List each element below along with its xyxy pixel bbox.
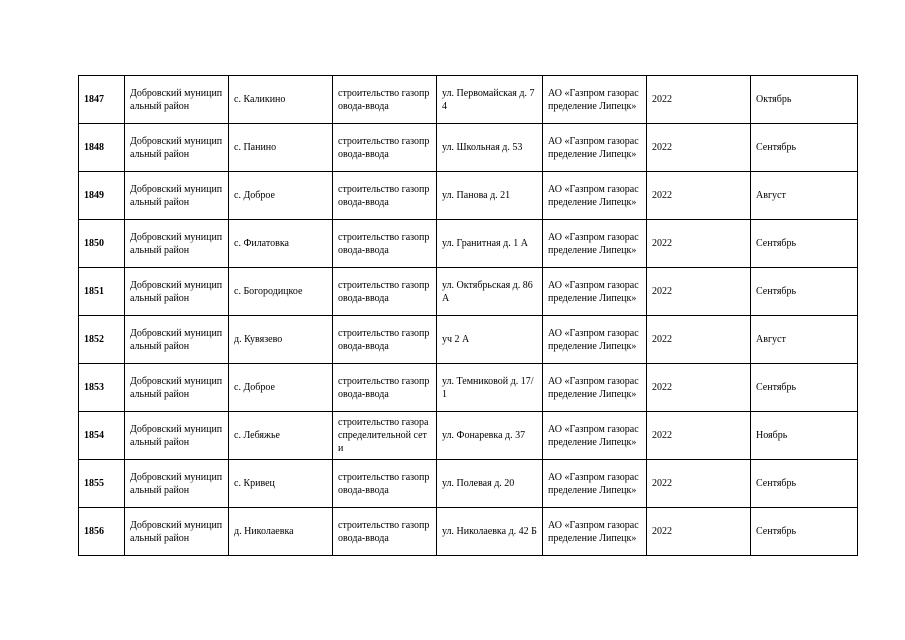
organization-cell: АО «Газпром газораспределение Липецк» <box>543 460 647 508</box>
work-type-cell: строительство газопровода-ввода <box>333 364 437 412</box>
year-cell: 2022 <box>647 268 751 316</box>
month-cell: Сентябрь <box>751 220 858 268</box>
month-cell: Август <box>751 316 858 364</box>
organization-cell: АО «Газпром газораспределение Липецк» <box>543 220 647 268</box>
work-type-cell: строительство газопровода-ввода <box>333 316 437 364</box>
table-body <box>79 76 858 556</box>
settlement-cell: с. Доброе <box>229 172 333 220</box>
settlement-cell: с. Каликино <box>229 76 333 124</box>
address-cell: ул. Темниковой д. 17/1 <box>437 364 543 412</box>
row-number-cell: 1849 <box>79 172 125 220</box>
district-cell: Добровский муниципальный район <box>125 508 229 556</box>
table-row <box>79 460 858 508</box>
table-row <box>79 268 858 316</box>
district-cell: Добровский муниципальный район <box>125 76 229 124</box>
row-number-cell: 1848 <box>79 124 125 172</box>
year-cell: 2022 <box>647 124 751 172</box>
month-cell: Сентябрь <box>751 268 858 316</box>
month-cell: Сентябрь <box>751 508 858 556</box>
district-cell: Добровский муниципальный район <box>125 268 229 316</box>
table-row <box>79 76 858 124</box>
settlement-cell: с. Доброе <box>229 364 333 412</box>
organization-cell: АО «Газпром газораспределение Липецк» <box>543 172 647 220</box>
address-cell: ул. Полевая д. 20 <box>437 460 543 508</box>
table-row <box>79 124 858 172</box>
organization-cell: АО «Газпром газораспределение Липецк» <box>543 316 647 364</box>
work-type-cell: строительство газопровода-ввода <box>333 124 437 172</box>
year-cell: 2022 <box>647 220 751 268</box>
settlement-cell: с. Лебяжье <box>229 412 333 460</box>
work-type-cell: строительство газопровода-ввода <box>333 460 437 508</box>
organization-cell: АО «Газпром газораспределение Липецк» <box>543 124 647 172</box>
year-cell: 2022 <box>647 508 751 556</box>
month-cell: Сентябрь <box>751 364 858 412</box>
settlement-cell: д. Николаевка <box>229 508 333 556</box>
district-cell: Добровский муниципальный район <box>125 460 229 508</box>
work-type-cell: строительство газопровода-ввода <box>333 172 437 220</box>
month-cell: Октябрь <box>751 76 858 124</box>
work-type-cell: строительство газопровода-ввода <box>333 508 437 556</box>
settlement-cell: с. Кривец <box>229 460 333 508</box>
year-cell: 2022 <box>647 76 751 124</box>
organization-cell: АО «Газпром газораспределение Липецк» <box>543 268 647 316</box>
row-number-cell: 1853 <box>79 364 125 412</box>
row-number-cell: 1852 <box>79 316 125 364</box>
work-type-cell: строительство газораспределительной сети <box>333 412 437 460</box>
address-cell: ул. Первомайская д. 74 <box>437 76 543 124</box>
organization-cell: АО «Газпром газораспределение Липецк» <box>543 412 647 460</box>
organization-cell: АО «Газпром газораспределение Липецк» <box>543 364 647 412</box>
row-number-cell: 1850 <box>79 220 125 268</box>
month-cell: Сентябрь <box>751 124 858 172</box>
district-cell: Добровский муниципальный район <box>125 172 229 220</box>
gasification-schedule-table <box>78 75 858 556</box>
row-number-cell: 1847 <box>79 76 125 124</box>
address-cell: ул. Гранитная д. 1 А <box>437 220 543 268</box>
row-number-cell: 1855 <box>79 460 125 508</box>
settlement-cell: с. Филатовка <box>229 220 333 268</box>
table-row <box>79 316 858 364</box>
address-cell: уч 2 А <box>437 316 543 364</box>
year-cell: 2022 <box>647 172 751 220</box>
year-cell: 2022 <box>647 364 751 412</box>
month-cell: Ноябрь <box>751 412 858 460</box>
year-cell: 2022 <box>647 460 751 508</box>
organization-cell: АО «Газпром газораспределение Липецк» <box>543 508 647 556</box>
address-cell: ул. Панова д. 21 <box>437 172 543 220</box>
work-type-cell: строительство газопровода-ввода <box>333 220 437 268</box>
district-cell: Добровский муниципальный район <box>125 124 229 172</box>
year-cell: 2022 <box>647 412 751 460</box>
settlement-cell: с. Панино <box>229 124 333 172</box>
settlement-cell: д. Кувязево <box>229 316 333 364</box>
month-cell: Август <box>751 172 858 220</box>
district-cell: Добровский муниципальный район <box>125 412 229 460</box>
year-cell: 2022 <box>647 316 751 364</box>
address-cell: ул. Николаевка д. 42 Б <box>437 508 543 556</box>
row-number-cell: 1851 <box>79 268 125 316</box>
work-type-cell: строительство газопровода-ввода <box>333 268 437 316</box>
address-cell: ул. Школьная д. 53 <box>437 124 543 172</box>
work-type-cell: строительство газопровода-ввода <box>333 76 437 124</box>
district-cell: Добровский муниципальный район <box>125 220 229 268</box>
district-cell: Добровский муниципальный район <box>125 364 229 412</box>
organization-cell: АО «Газпром газораспределение Липецк» <box>543 76 647 124</box>
district-cell: Добровский муниципальный район <box>125 316 229 364</box>
table-row <box>79 412 858 460</box>
month-cell: Сентябрь <box>751 460 858 508</box>
table-row <box>79 508 858 556</box>
table-row <box>79 364 858 412</box>
row-number-cell: 1856 <box>79 508 125 556</box>
address-cell: ул. Октябрьская д. 86 А <box>437 268 543 316</box>
table-row <box>79 220 858 268</box>
table-row <box>79 172 858 220</box>
address-cell: ул. Фонаревка д. 37 <box>437 412 543 460</box>
settlement-cell: с. Богородицкое <box>229 268 333 316</box>
row-number-cell: 1854 <box>79 412 125 460</box>
